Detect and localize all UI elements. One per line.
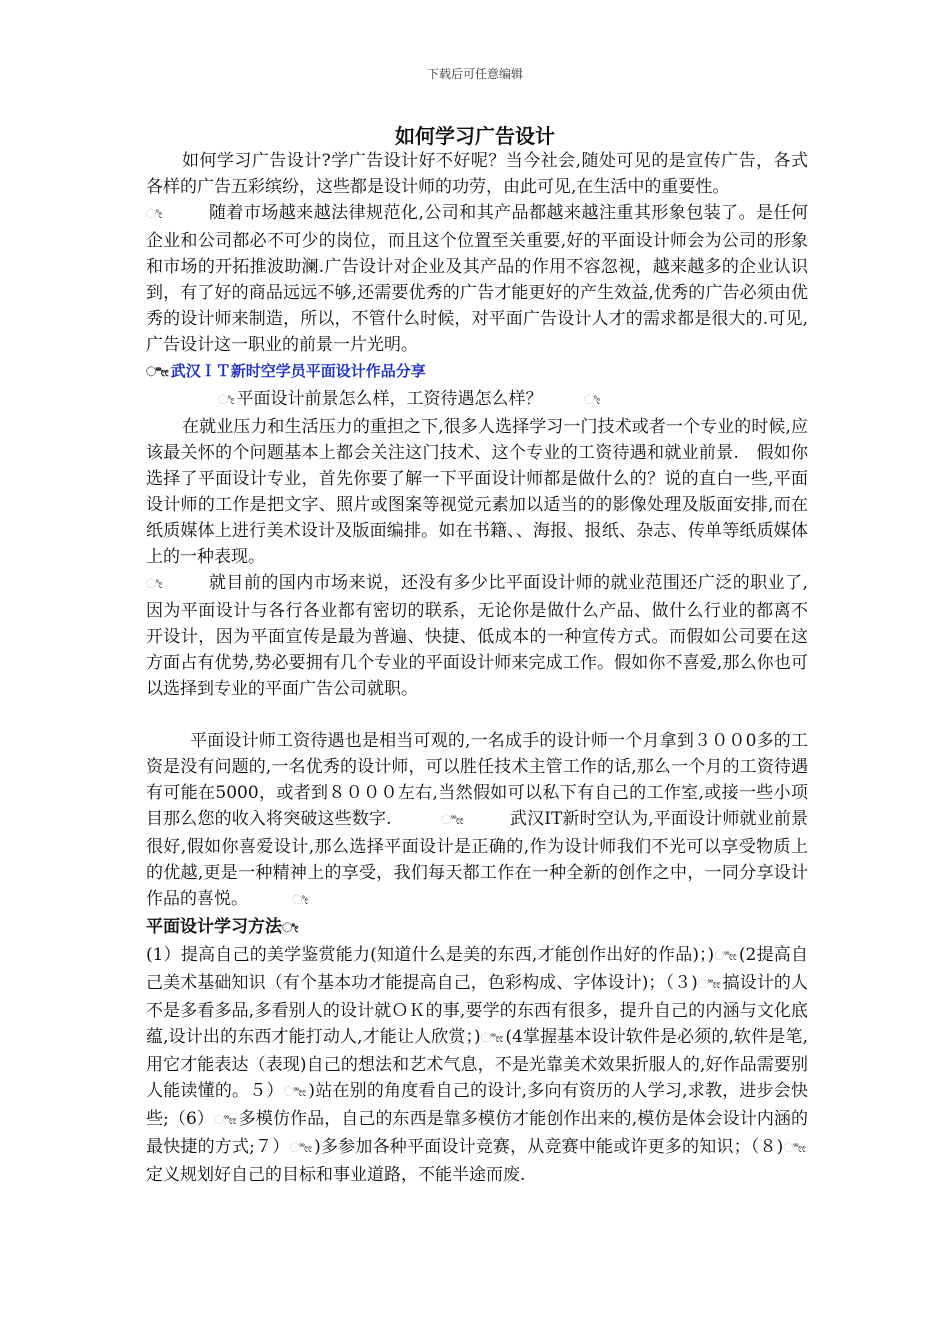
- paragraph-salary-text-2: 武汉IT新时空认为,平面设计师就业前景很好,假如你喜爱设计,那么选择平面设计是正确的,作为设计师我们不光可以享受物质上的优越,更是一种精神上的享受，我们每天都工作在一种全新的创作之中，一同分享设计作品的喜悦。: [146, 809, 808, 909]
- paragraph-intro: 如何学习广告设计?学广告设计好不好呢？当今社会,随处可见的是宣传广告，各式各样的广告五彩缤纷，这些都是设计师的功劳，由此可见,在生活中的重要性。: [146, 151, 808, 197]
- method-item: )站在别的角度看自己的设计,多向有资历的人学习,求教，进步会快些;（6）: [146, 1081, 808, 1129]
- paragraph-mark-icon: ೀೀ: [783, 1141, 806, 1156]
- question-text: 平面设计前景怎么样，工资待遇怎么样？: [236, 389, 543, 409]
- method-heading-text: 平面设计学习方法: [146, 917, 282, 937]
- paragraph-domestic: [146, 570, 808, 702]
- paragraph-domestic-text: 就目前的国内市场来说，还没有多少比平面设计师的就业范围还广泛的职业了,因为平面设计与各行各业都有密切的联系，无论你是做什么产品、做什么行业的都离不开设计，因为平面宣传是最为普遍、快捷、低成本的一种宣传方式。而假如公司要在这方面占有优势,势必要拥有几个专业的平面设计师来完成工作。假如你不喜爱,那么你也可以选择到专业的平面广告公司就职。: [146, 573, 808, 699]
- header-note: 下载后可任意编辑: [426, 67, 523, 81]
- paragraph-mark-icon: ೀ: [583, 393, 601, 408]
- paragraph-mark-icon: ೀ: [146, 577, 163, 592]
- paragraph-mark-icon: ೀ: [282, 921, 299, 936]
- method-item: 定义规划好自己的目标和事业道路，不能半途而废.: [146, 1165, 526, 1185]
- section-subtitle: [146, 358, 808, 386]
- paragraph-salary: [146, 728, 808, 914]
- paragraph-market-text: 随着市场越来越法律规范化,公司和其产品都越来越注重其形象包装了。是任何企业和公司都必不可少的岗位，而且这个位置至关重要,好的平面设计师会为公司的形象和市场的开拓推波助澜.广告设计对企业及其产品的作用不容忽视，越来越多的企业认识到，有了好的商品远远不够,还需要优秀的广告才能更好的产生效益,优秀的广告必须由优秀的设计师来制造，所以，不管什么时候，对平面广告设计人才的需求都是很大的.可见,广告设计这一职业的前景一片光明。: [146, 203, 808, 355]
- paragraph-mark-icon: ೀ: [146, 207, 163, 222]
- paragraph-market: [146, 200, 808, 358]
- method-heading: [146, 914, 808, 942]
- paragraph-mark-icon: ೀೀ: [441, 813, 464, 828]
- method-item: (4掌握基本设计软件是必须的,软件是笔,用它才能表达（表现)自己的想法和艺术气息，不是光靠美术效果折服人的,好作品需要别人能读懂的。５）: [146, 1027, 808, 1101]
- paragraph-mark-icon: ೀ: [292, 893, 309, 908]
- method-item: (1）提高自己的美学鉴赏能力(知道什么是美的东西,才能创作出好的作品)；): [146, 945, 715, 965]
- paragraph-mark-icon: ೀೀ: [213, 1113, 237, 1128]
- method-item: )多参加各种平面设计竞赛，从竞赛中能或许更多的知识；（８): [314, 1137, 784, 1157]
- section-subtitle-text: 武汉ＩＴ新时空学员平面设计作品分享: [170, 362, 426, 380]
- page-title: 如何学习广告设计: [395, 124, 555, 148]
- paragraph-mark-icon: ೀ: [218, 393, 235, 408]
- paragraph-mark-icon: ೀೀ: [283, 1085, 307, 1100]
- paragraph-mark-icon: ೀೀ: [697, 977, 721, 992]
- paragraph-mark-icon: ೀೀ: [480, 1031, 504, 1046]
- paragraph-mark-icon: ೀೀ: [146, 365, 169, 380]
- method-list: [146, 942, 808, 1188]
- paragraph-salary-text: 平面设计师工资待遇也是相当可观的,一名成手的设计师一个月拿到３００0多的工资是没有问题的,一名优秀的设计师，可以胜任技术主管工作的话,那么一个月的工资待遇有可能在5000，或者到８０００左右,当然假如可以私下有自己的工作室,或接一些小项目那么您的收入将突破这些数字.: [146, 731, 808, 829]
- method-item: 多模仿作品，自己的东西是靠多模仿才能创作出来的,模仿是体会设计内涵的最快捷的方式;７）: [146, 1109, 809, 1157]
- document-body: [146, 148, 808, 1188]
- paragraph-mark-icon: ೀೀ: [289, 1141, 313, 1156]
- method-item: (2提高自己美术基础知识（有个基本功才能提高自己，色彩构成、字体设计)；（３): [146, 945, 809, 993]
- method-item: 搞设计的人不是多看多品,多看别人的设计就ＯＫ的事,要学的东西有很多，提升自己的内涵与文化底蕴,设计出的东西才能打动人,才能让人欣赏；): [146, 973, 809, 1047]
- paragraph-career: 在就业压力和生活压力的重担之下,很多人选择学习一门技术或者一个专业的时候,应该最关怀的个问题基本上都会关注这门技术、这个专业的工资待遇和就业前景. 假如你选择了平面设计专业，首先你要了解一下平面设计师都是做什么的？说的直白一些,平面设计师的工作是把文字、照片或图案等视觉元素加以适当的的影像处理及版面安排,而在纸质媒体上进行美术设计及版面编排。如在书籍、、海报、报纸、杂志、传单等纸质媒体上的一种表现。: [146, 417, 808, 567]
- question-line: [146, 386, 808, 414]
- paragraph-mark-icon: ೀೀ: [714, 949, 737, 964]
